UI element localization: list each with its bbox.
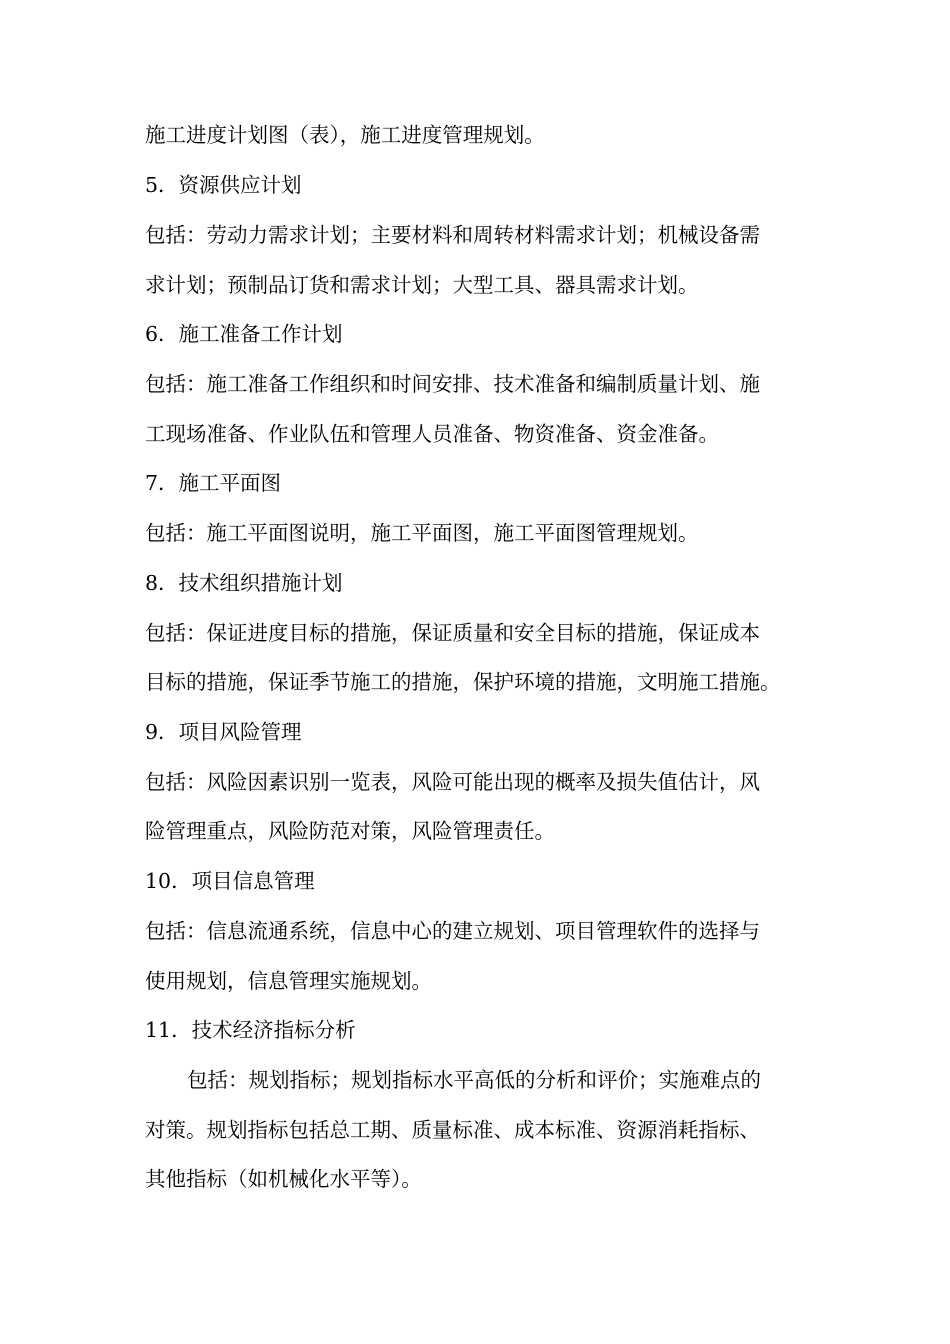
text-line: 包括：劳动力需求计划；主要材料和周转材料需求计划；机械设备需 — [145, 223, 760, 247]
text-line: 包括：风险因素识别一览表，风险可能出现的概率及损失值估计，风 — [145, 770, 760, 794]
text-line: 包括：规划指标；规划指标水平高低的分析和评价；实施难点的 — [187, 1068, 761, 1092]
text-line: 求计划；预制品订货和需求计划；大型工具、器具需求计划。 — [145, 273, 699, 297]
section-heading: 7．施工平面图 — [145, 471, 282, 495]
text-line: 工现场准备、作业队伍和管理人员准备、物资准备、资金准备。 — [145, 422, 719, 446]
text-line: 包括：施工准备工作组织和时间安排、技术准备和编制质量计划、施 — [145, 372, 760, 396]
section-heading: 5．资源供应计划 — [145, 173, 302, 197]
section-heading: 6．施工准备工作计划 — [145, 322, 343, 346]
section-heading: 9．项目风险管理 — [145, 720, 302, 744]
section-heading: 11．技术经济指标分析 — [145, 1018, 356, 1042]
text-line: 险管理重点，风险防范对策，风险管理责任。 — [145, 819, 555, 843]
text-line: 其他指标（如机械化水平等）。 — [145, 1167, 422, 1191]
text-line: 包括：信息流通系统，信息中心的建立规划、项目管理软件的选择与 — [145, 919, 760, 943]
text-line: 包括：施工平面图说明，施工平面图，施工平面图管理规划。 — [145, 521, 699, 545]
text-line: 包括：保证进度目标的措施，保证质量和安全目标的措施，保证成本 — [145, 621, 760, 645]
text-line: 使用规划，信息管理实施规划。 — [145, 969, 432, 993]
section-heading: 10．项目信息管理 — [145, 869, 315, 893]
text-line: 施工进度计划图（表），施工进度管理规划。 — [145, 123, 545, 147]
text-line: 目标的措施，保证季节施工的措施，保护环境的措施，文明施工措施。 — [145, 670, 781, 694]
text-line: 对策。规划指标包括总工期、质量标准、成本标准、资源消耗指标、 — [145, 1118, 760, 1142]
section-heading: 8．技术组织措施计划 — [145, 571, 343, 595]
